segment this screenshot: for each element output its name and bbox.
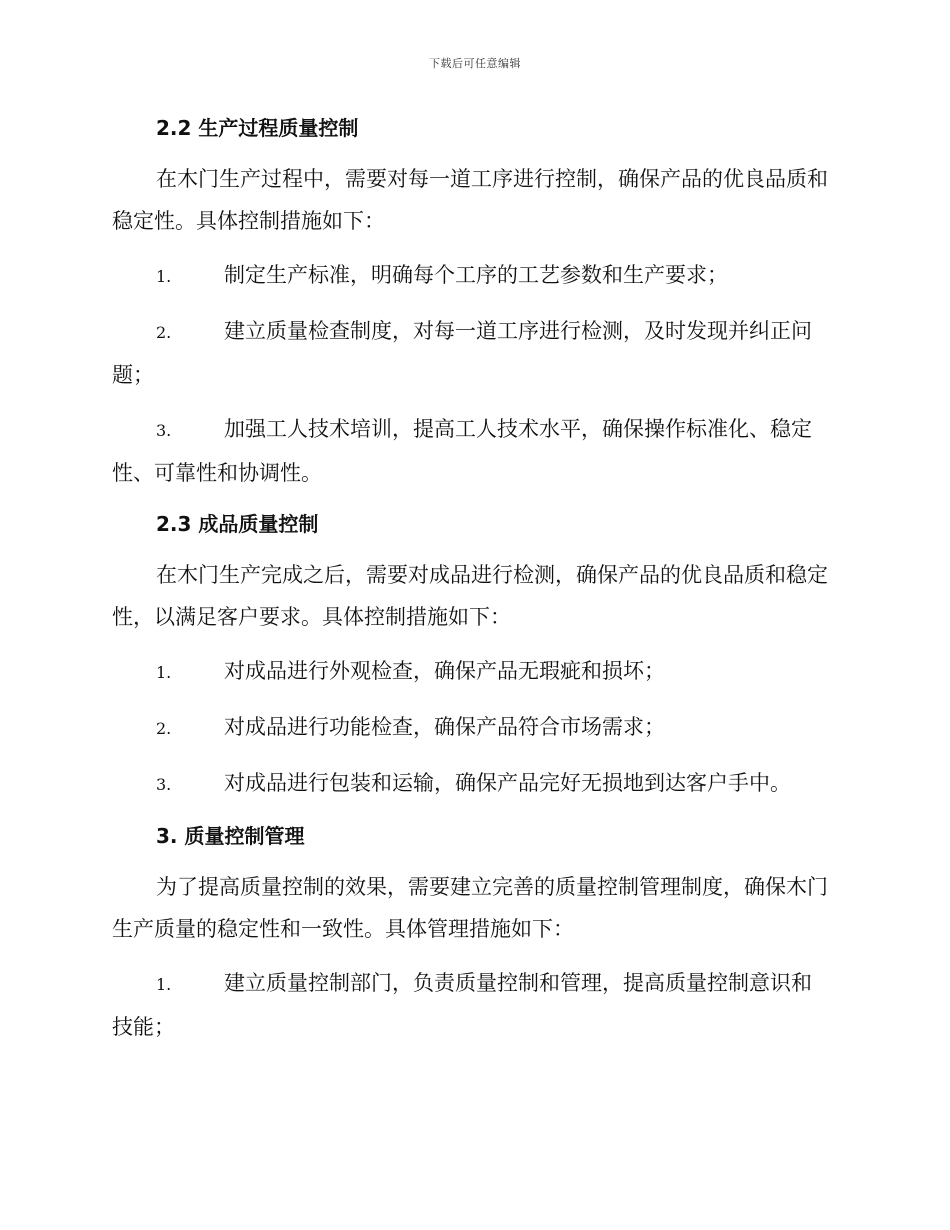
section-heading: 2.2 生产过程质量控制 [156, 116, 359, 140]
page-header: 下载后可任意编辑 [429, 57, 521, 70]
list-number: 3. [156, 775, 172, 794]
list-item [112, 962, 832, 1048]
list-number: 1. [156, 267, 172, 286]
section-intro: 为了提高质量控制的效果，需要建立完善的质量控制管理制度，确保木门生产质量的稳定性和一致性。具体管理措施如下： [112, 875, 828, 941]
list-number: 1. [156, 975, 172, 994]
list-item [112, 762, 832, 806]
list-number: 3. [156, 421, 172, 440]
section-intro: 在木门生产过程中，需要对每一道工序进行控制，确保产品的优良品质和稳定性。具体控制措施如下： [112, 167, 828, 233]
list-text: 加强工人技术培训，提高工人技术水平，确保操作标准化、稳定性、可靠性和协调性。 [112, 417, 812, 485]
list-text: 对成品进行外观检查，确保产品无瑕疵和损坏； [224, 659, 665, 683]
section-intro: 在木门生产完成之后，需要对成品进行检测，确保产品的优良品质和稳定性，以满足客户要求。具体控制措施如下： [112, 563, 828, 629]
list-item [112, 254, 832, 298]
list-number: 2. [156, 323, 172, 342]
list-text: 建立质量控制部门，负责质量控制和管理，提高质量控制意识和技能； [112, 971, 812, 1039]
list-item [112, 408, 832, 494]
list-item [112, 706, 832, 750]
list-text: 对成品进行包装和运输，确保产品完好无损地到达客户手中。 [224, 771, 791, 795]
list-item [112, 650, 832, 694]
section-heading: 2.3 成品质量控制 [156, 512, 319, 536]
list-number: 1. [156, 663, 172, 682]
section-heading: 3. 质量控制管理 [156, 824, 305, 848]
list-text: 制定生产标准，明确每个工序的工艺参数和生产要求； [224, 263, 728, 287]
list-item [112, 310, 832, 396]
list-text: 建立质量检查制度，对每一道工序进行检测，及时发现并纠正问题； [112, 319, 812, 387]
list-text: 对成品进行功能检查，确保产品符合市场需求； [224, 715, 665, 739]
list-number: 2. [156, 719, 172, 738]
document-body [112, 110, 832, 1060]
